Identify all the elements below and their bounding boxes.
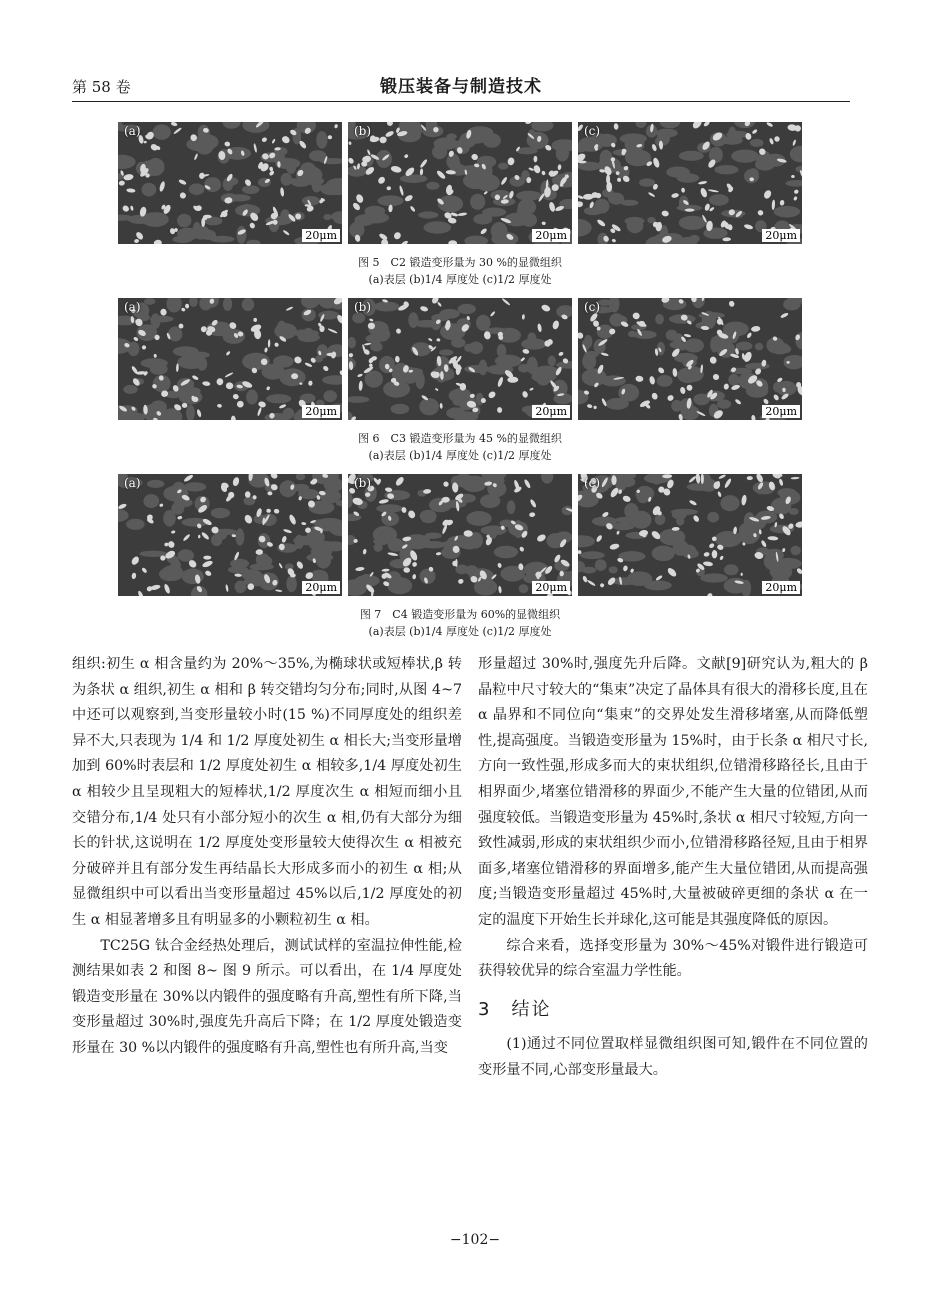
caption-subtitle: (a)表层 (b)1/4 厚度处 (c)1/2 厚度处: [368, 273, 552, 286]
caption-title: 图 6 C3 锻造变形量为 45 %的显微组织: [358, 432, 562, 445]
paragraph: 形量超过 30%时,强度先升后降。文献[9]研究认为,粗大的 β 晶粒中尺寸较大的“集束”决定了晶体具有很大的滑移长度,且在 α 晶界和不同位向“集束”的交界处发生滑移堵塞,从而降低塑性,提高强度。当锻造变形量为 15%时，由于长条 α 相尺寸长,方向一致性强,形成多而大的束状组织,位错滑移路径长,且由于相界面少,堵塞位错滑移的界面少,不能产生大量的位错团,从而强度较低。当锻造变形量为 45%时,条状 α 相尺寸较短,方向一致性减弱,形成的束状组织少而小,位错滑移路径短,且由于相界面多,堵塞位错滑移的界面增多,能产生大量位错团,从而提高强度;当锻造变形量超过 45%时,大量被破碎更细的条状 α 在一定的温度下开始生长并球化,这可能是其强度降低的原因。: [478, 656, 868, 928]
micrograph-b: [348, 298, 572, 420]
micrograph-a: [118, 122, 342, 244]
micrograph-texture: [348, 298, 572, 420]
panel-label: (a): [124, 300, 141, 314]
micrograph-texture: [118, 122, 342, 244]
scale-bar: 20μm: [302, 229, 340, 242]
page-header: [72, 70, 850, 100]
figure-5: [118, 122, 802, 288]
micrograph-texture: [578, 122, 802, 244]
scale-bar: 20μm: [302, 405, 340, 418]
caption-title: 图 7 C4 锻造变形量为 60%的显微组织: [359, 608, 561, 621]
micrograph-texture: [578, 474, 802, 596]
caption-subtitle: (a)表层 (b)1/4 厚度处 (c)1/2 厚度处: [368, 449, 552, 462]
volume-label: 第 58 卷: [72, 78, 131, 96]
paragraph: 综合来看，选择变形量为 30%～45%对锻件进行锻造可获得较优异的综合室温力学性能。: [478, 937, 868, 980]
figure-6: [118, 298, 802, 464]
body-column-right: [478, 652, 868, 1084]
section-heading: 3 结论: [478, 998, 552, 1020]
micrograph-texture: [578, 298, 802, 420]
panel-label: (b): [354, 476, 372, 490]
scale-bar: 20μm: [532, 581, 570, 594]
micrograph-texture: [118, 474, 342, 596]
header-rule: [72, 101, 850, 102]
figure-7: [118, 474, 802, 640]
figure-caption: [118, 430, 802, 464]
figure-caption: [118, 254, 802, 288]
scale-bar: 20μm: [532, 405, 570, 418]
micrograph-a: [118, 298, 342, 420]
journal-title: 锻压装备与制造技术: [380, 77, 542, 97]
micrograph-texture: [348, 122, 572, 244]
panel-label: (c): [584, 300, 601, 314]
panel-label: (c): [584, 124, 601, 138]
panel-label: (c): [584, 476, 601, 490]
scale-bar: 20μm: [762, 405, 800, 418]
micrograph-a: [118, 474, 342, 596]
figure-caption: [118, 606, 802, 640]
paragraph: (1)通过不同位置取样显微组织图可知,锻件在不同位置的变形量不同,心部变形量最大。: [478, 1036, 868, 1078]
page-number: −102−: [449, 1232, 501, 1248]
micrograph-c: [578, 474, 802, 596]
panel-label: (b): [354, 300, 372, 314]
paragraph: TC25G 钛合金经热处理后，测试试样的室温拉伸性能,检测结果如表 2 和图 8~ 图 9 所示。可以看出，在 1/4 厚度处锻造变形量在 30%以内锻件的强度略有升高,塑性有所下降,当变形量超过 30%时,强度先升高后下降；在 1/2 厚度处锻造变形量在 30 %以内锻件的强度略有升高,塑性也有所升高,当变: [72, 937, 462, 1056]
body-column-left: [72, 652, 462, 1062]
panel-label: (a): [124, 124, 141, 138]
panel-label: (b): [354, 124, 372, 138]
panel-label: (a): [124, 476, 141, 490]
paragraph: 组织:初生 α 相含量约为 20%～35%,为椭球状或短棒状,β 转为条状 α 组织,初生 α 相和 β 转交错均匀分布;同时,从图 4~7 中还可以观察到,当变形量较小时(15 %)不同厚度处的组织差异不大,只表现为 1/4 和 1/2 厚度处初生 α 相长大;当变形量增加到 60%时表层和 1/2 厚度处初生 α 相较多,1/4 厚度处初生 α 相较少且呈现粗大的短棒状,1/2 厚度次生 α 相短而细小且交错分布,1/4 处只有小部分短小的次生 α 相,仍有大部分为细长的针状,这说明在 1/2 厚度处变形量较大使得次生 α 相被充分破碎并且有部分发生再结晶长大形成多而小的初生 α 相;从显微组织中可以看出当变形量超过 45%以后,1/2 厚度处的初生 α 相显著增多且有明显多的小颗粒初生 α 相。: [72, 656, 462, 928]
scale-bar: 20μm: [302, 581, 340, 594]
scale-bar: 20μm: [762, 581, 800, 594]
scale-bar: 20μm: [532, 229, 570, 242]
scale-bar: 20μm: [762, 229, 800, 242]
micrograph-c: [578, 298, 802, 420]
micrograph-b: [348, 122, 572, 244]
micrograph-texture: [348, 474, 572, 596]
caption-title: 图 5 C2 锻造变形量为 30 %的显微组织: [358, 256, 562, 269]
caption-subtitle: (a)表层 (b)1/4 厚度处 (c)1/2 厚度处: [368, 625, 552, 638]
micrograph-c: [578, 122, 802, 244]
micrograph-b: [348, 474, 572, 596]
micrograph-texture: [118, 298, 342, 420]
